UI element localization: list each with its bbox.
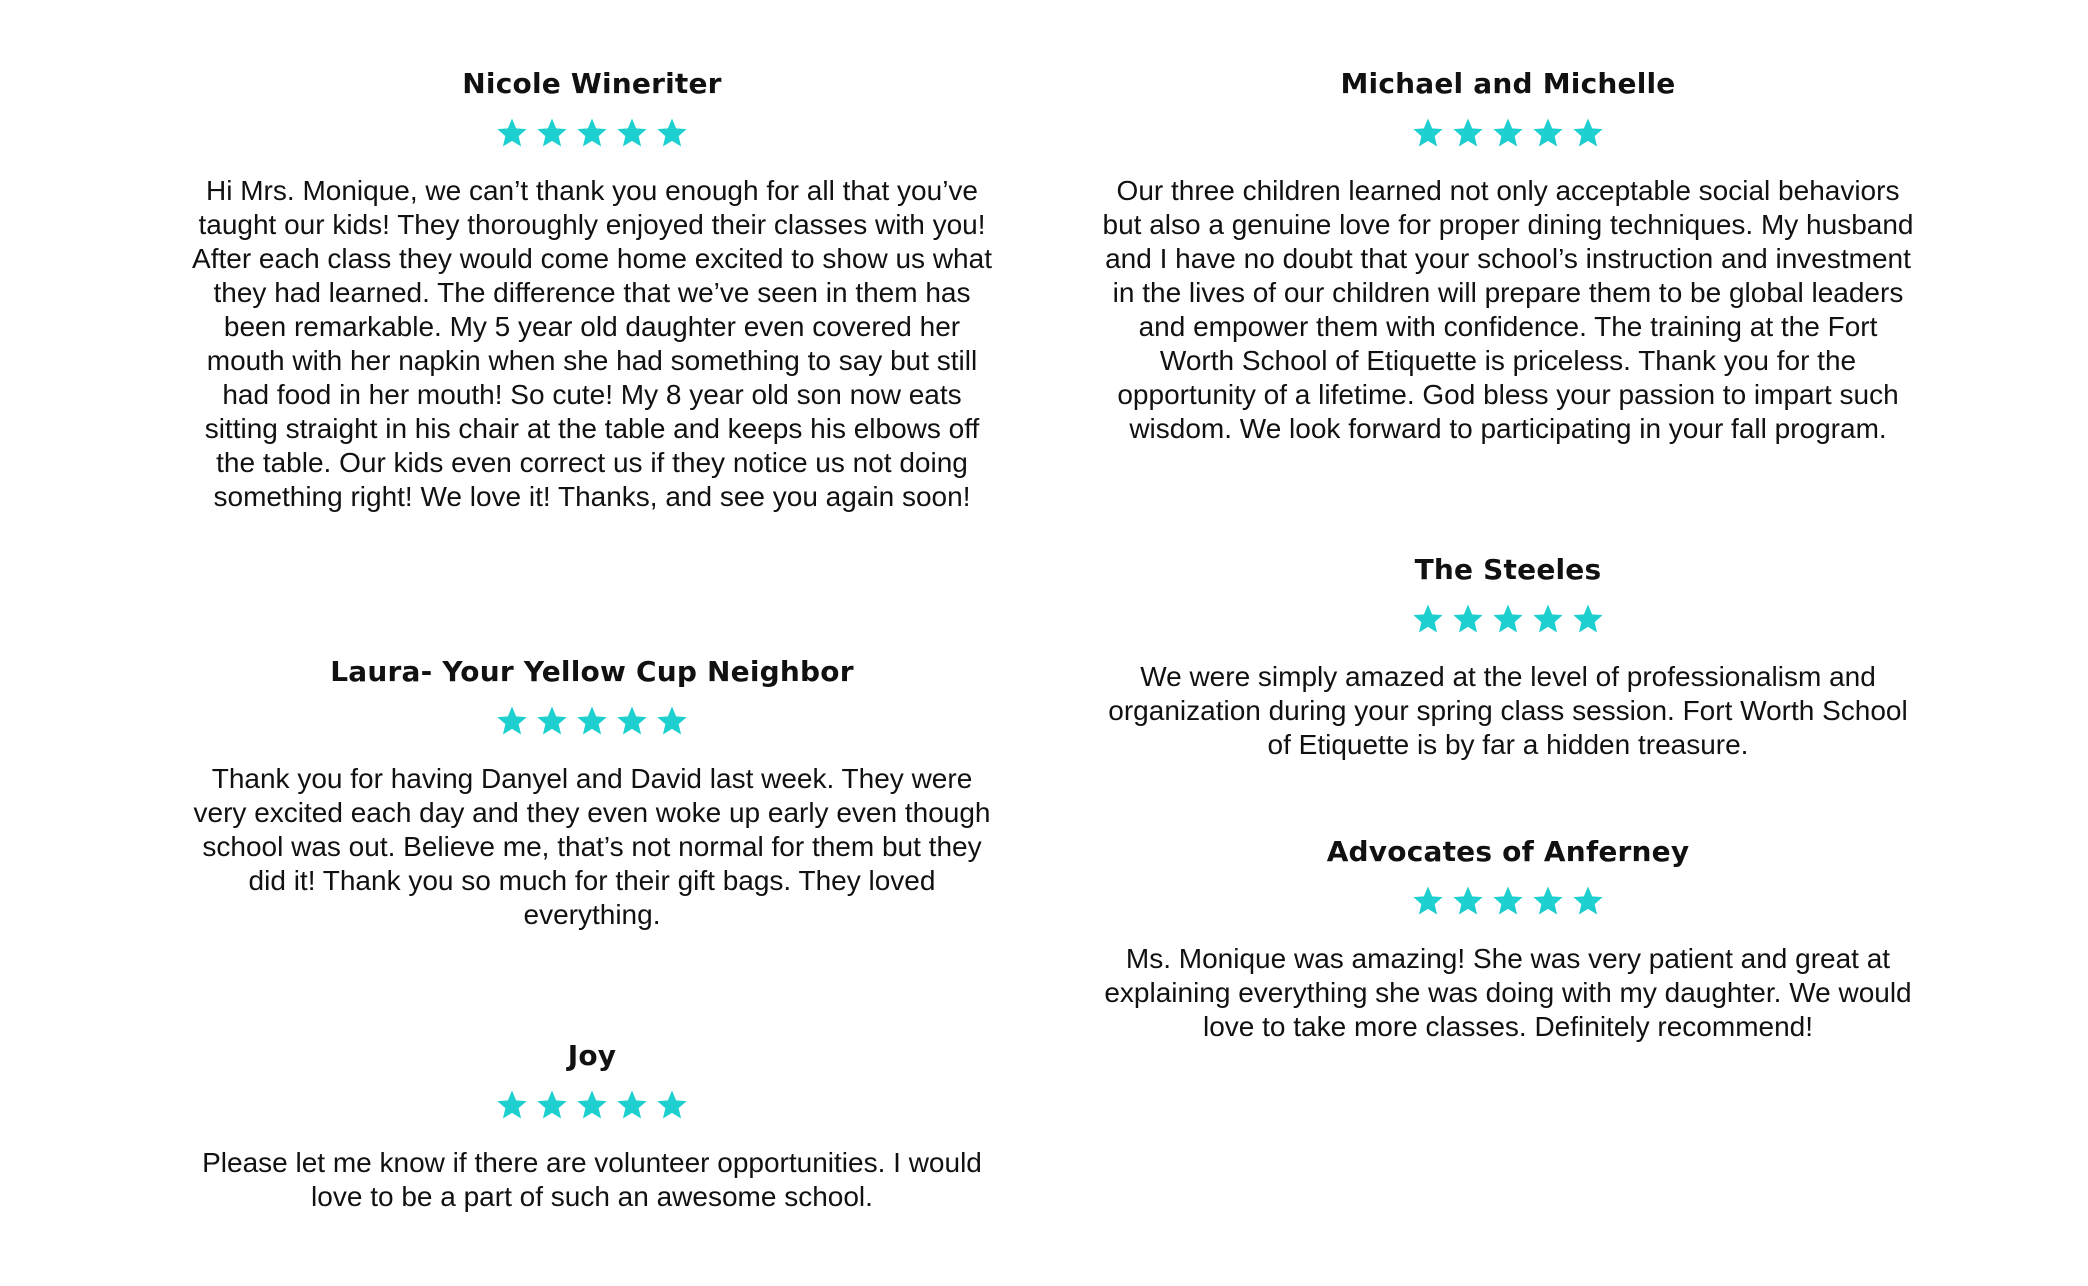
star-icon	[655, 116, 689, 150]
star-rating	[182, 704, 1002, 742]
star-icon	[1451, 884, 1485, 918]
star-icon	[1491, 602, 1525, 636]
star-icon	[495, 116, 529, 150]
star-rating	[1098, 884, 1918, 922]
star-rating	[1098, 116, 1918, 154]
star-icon	[575, 704, 609, 738]
review-text: Please let me know if there are volunteer opportunities. I would love to be a part of such an awesome school.	[202, 1147, 982, 1212]
review-text: Thank you for having Danyel and David last week. They were very excited each day and they even woke up early even though school was out. Believe me, that’s not normal for them but they did it! Thank you so much for their gift bags. They loved everything.	[193, 763, 991, 930]
reviewer-name: Joy	[567, 1039, 617, 1072]
star-icon	[1411, 116, 1445, 150]
review-card	[182, 654, 1002, 932]
star-icon	[495, 1088, 529, 1122]
review-card	[182, 1038, 1002, 1214]
reviewer-name: Nicole Wineriter	[462, 67, 722, 100]
star-rating	[1098, 602, 1918, 640]
review-text: We were simply amazed at the level of professionalism and organization during your spring class session. Fort Worth School of Etiquette is by far a hidden treasure.	[1108, 661, 1908, 760]
star-icon	[1531, 884, 1565, 918]
reviewer-name: Advocates of Anferney	[1326, 835, 1690, 868]
review-card	[1098, 552, 1918, 762]
star-icon	[1451, 116, 1485, 150]
star-icon	[1491, 884, 1525, 918]
star-icon	[655, 704, 689, 738]
star-icon	[1531, 602, 1565, 636]
star-icon	[1531, 116, 1565, 150]
star-icon	[1571, 884, 1605, 918]
star-icon	[1451, 602, 1485, 636]
review-card	[182, 66, 1002, 514]
star-rating	[182, 116, 1002, 154]
review-text: Hi Mrs. Monique, we can’t thank you enough for all that you’ve taught our kids! They thoroughly enjoyed their classes with you! After each class they would come home excited to show us what they had learned. The difference that we’ve seen in them has been remarkable. My 5 year old daughter even covered her mouth with her napkin when she had something to say but still had food in her mouth! So cute! My 8 year old son now eats sitting straight in his chair at the table and keeps his elbows off the table. Our kids even correct us if they notice us not doing something right! We love it! Thanks, and see you again soon!	[192, 175, 992, 512]
star-rating	[182, 1088, 1002, 1126]
star-icon	[655, 1088, 689, 1122]
star-icon	[495, 704, 529, 738]
review-text: Ms. Monique was amazing! She was very patient and great at explaining everything she was doing with my daughter. We would love to take more classes. Definitely recommend!	[1104, 943, 1912, 1042]
star-icon	[535, 116, 569, 150]
review-card	[1098, 834, 1918, 1044]
star-icon	[1411, 884, 1445, 918]
star-icon	[535, 1088, 569, 1122]
reviewer-name: Laura- Your Yellow Cup Neighbor	[330, 655, 854, 688]
star-icon	[1571, 602, 1605, 636]
review-card	[1098, 66, 1918, 446]
star-icon	[575, 1088, 609, 1122]
star-icon	[615, 704, 649, 738]
reviewer-name: Michael and Michelle	[1340, 67, 1676, 100]
review-text: Our three children learned not only acceptable social behaviors but also a genuine love for proper dining techniques. My husband and I have no doubt that your school’s instruction and investment in the lives of our children will prepare them to be global leaders and empower them with confidence. The training at the Fort Worth School of Etiquette is priceless. Thank you for the opportunity of a lifetime. God bless your passion to impart such wisdom. We look forward to participating in your fall program.	[1102, 175, 1914, 444]
star-icon	[1411, 602, 1445, 636]
star-icon	[615, 1088, 649, 1122]
star-icon	[535, 704, 569, 738]
reviewer-name: The Steeles	[1414, 553, 1602, 586]
star-icon	[1571, 116, 1605, 150]
star-icon	[575, 116, 609, 150]
star-icon	[1491, 116, 1525, 150]
star-icon	[615, 116, 649, 150]
